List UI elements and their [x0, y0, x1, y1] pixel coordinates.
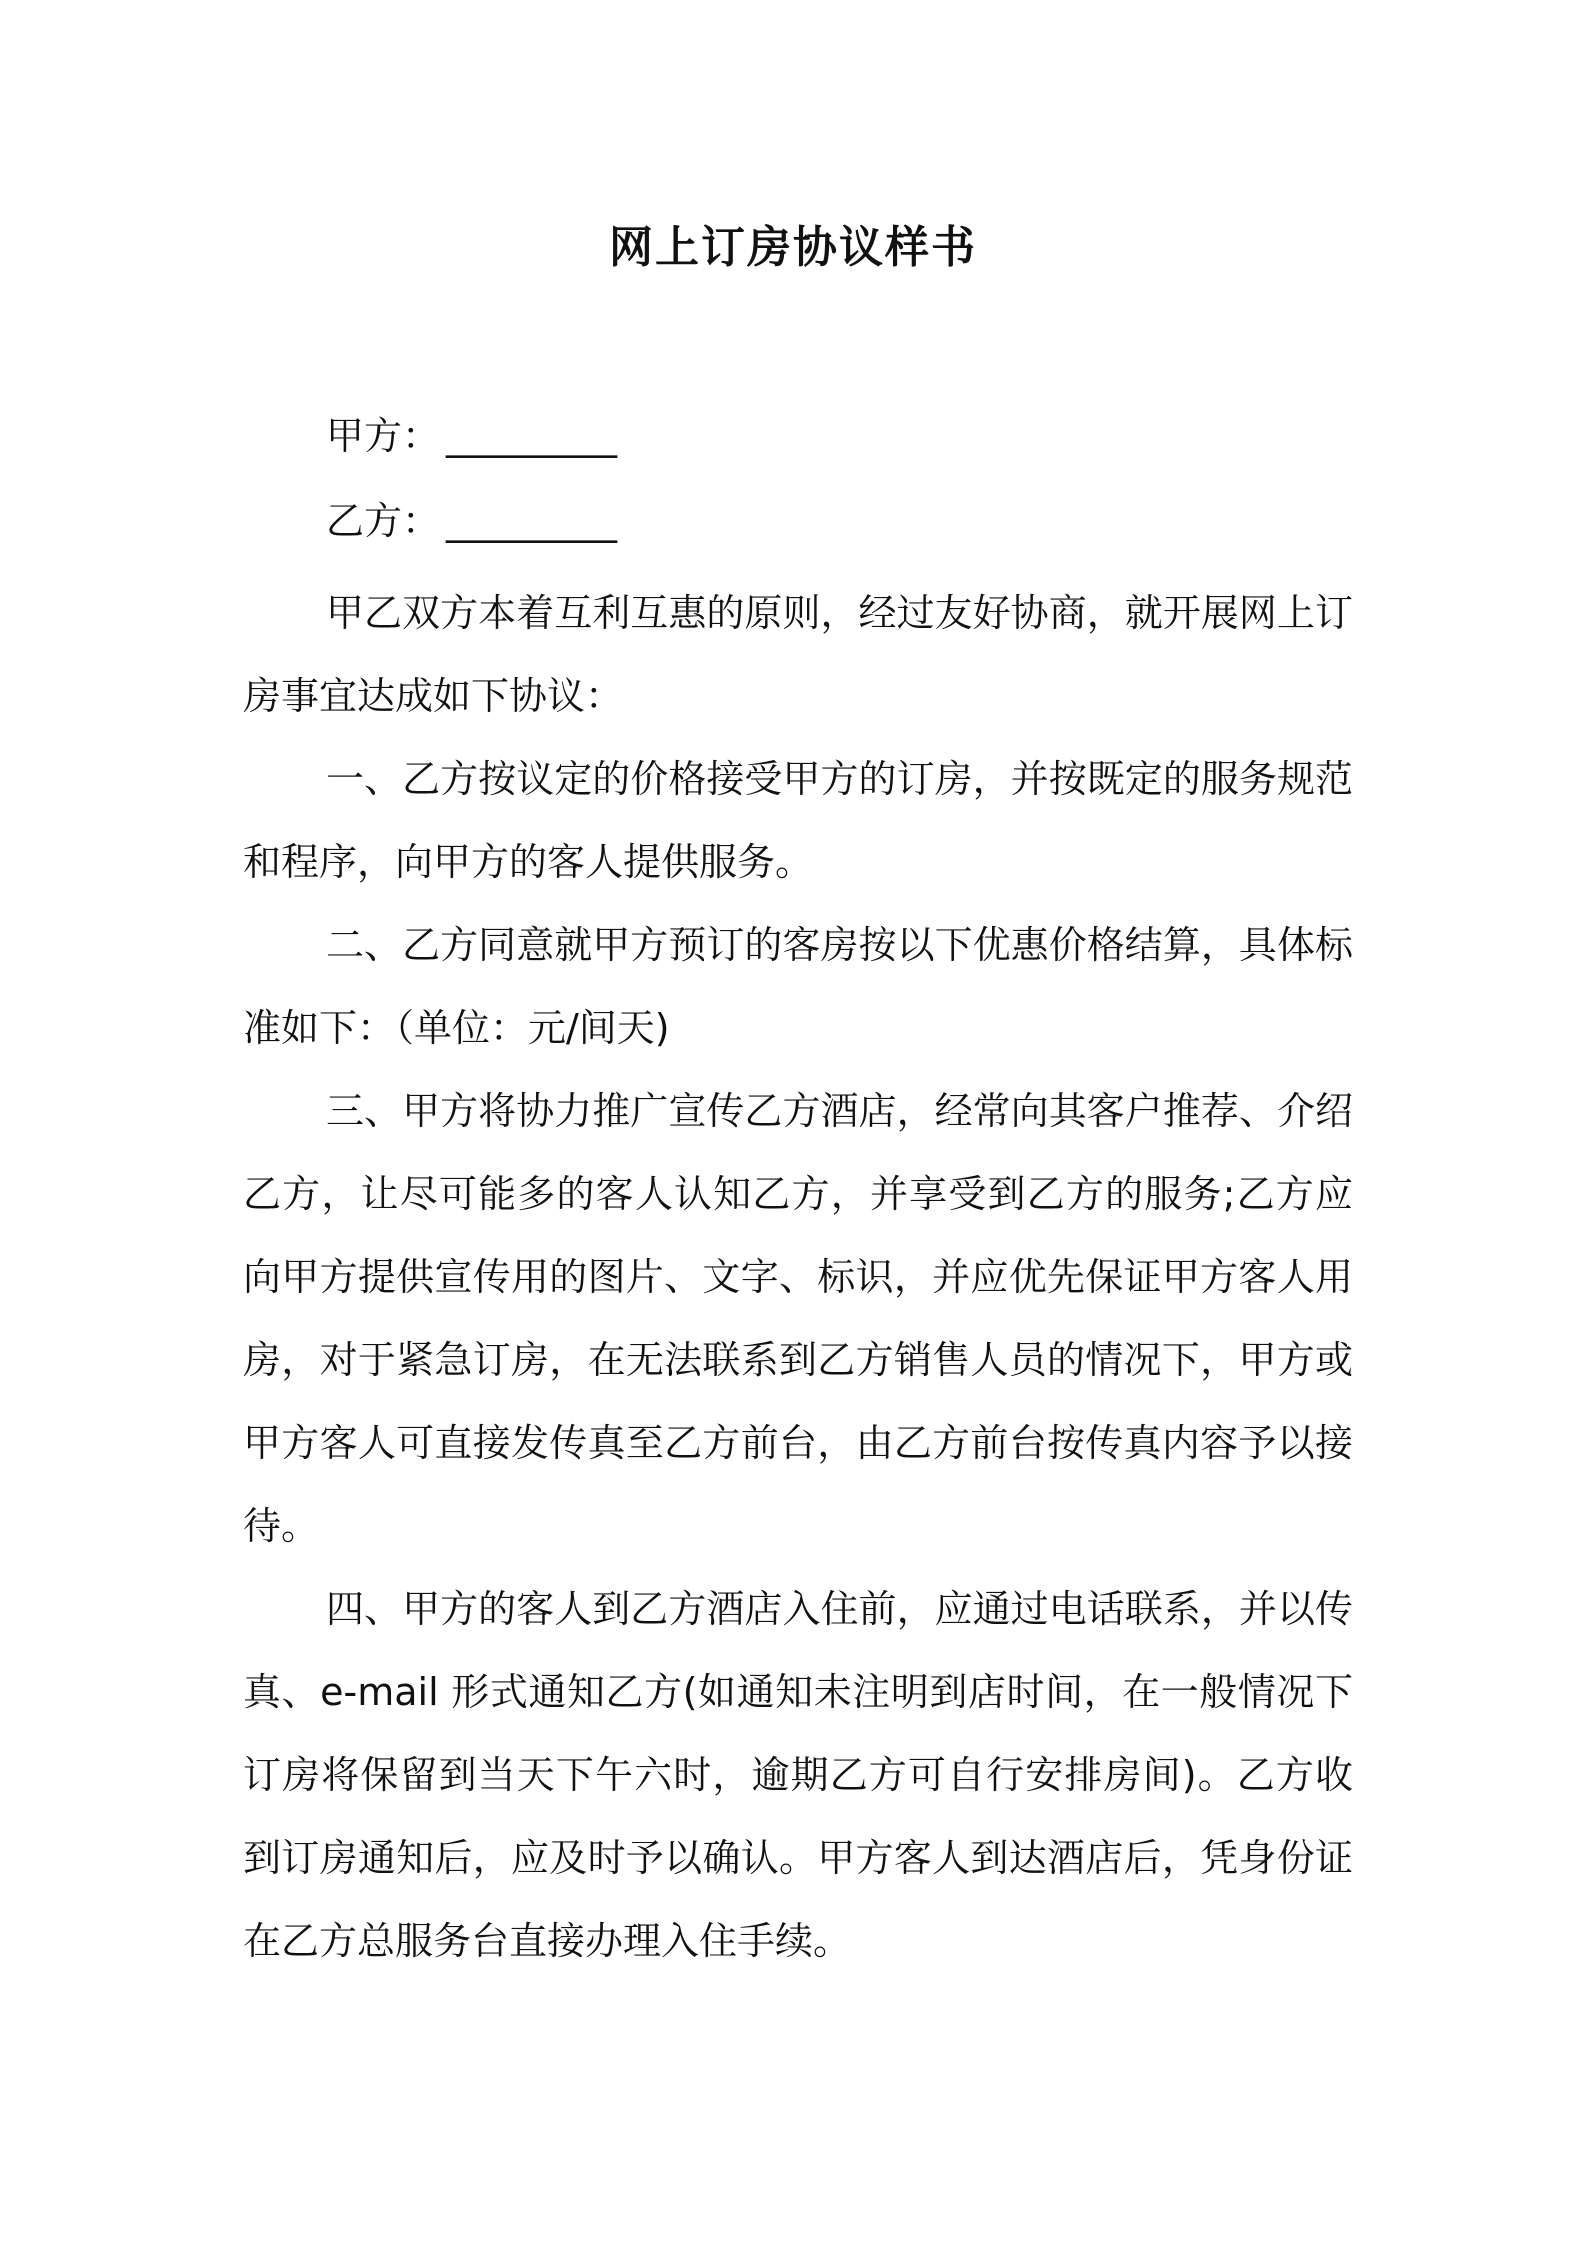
- document-title: 网上订房协议样书: [609, 222, 977, 273]
- paragraph-clause-1: 一、乙方按议定的价格接受甲方的订房，并按既定的服务规范和程序，向甲方的客人提供服务。: [243, 757, 1353, 884]
- paragraph-clause-2: 二、乙方同意就甲方预订的客房按以下优惠价格结算，具体标准如下：（单位：元/间天): [243, 923, 1353, 1050]
- agreement-body: [243, 572, 1353, 1983]
- paragraph-clause-4: 四、甲方的客人到乙方酒店入住前，应通过电话联系，并以传真、e-mail 形式通知乙方(如通知未注明到店时间，在一般情况下订房将保留到当天下午六时，逾期乙方可自行安排房间)。乙方收到订房通知后，应及时予以确认。甲方客人到达酒店后，凭身份证在乙方总服务台直接办理入住手续。: [243, 1587, 1353, 1963]
- party-b-label: 乙方：: [326, 499, 441, 543]
- party-a-blank: _________: [446, 414, 618, 458]
- party-a-line: [326, 410, 617, 462]
- paragraph-intro: 甲乙双方本着互利互惠的原则，经过友好协商，就开展网上订房事宜达成如下协议：: [243, 591, 1353, 718]
- party-b-blank: _________: [446, 499, 618, 543]
- paragraph-clause-3: 三、甲方将协力推广宣传乙方酒店，经常向其客户推荐、介绍乙方，让尽可能多的客人认知乙方，并享受到乙方的服务;乙方应向甲方提供宣传用的图片、文字、标识，并应优先保证甲方客人用房，对于紧急订房，在无法联系到乙方销售人员的情况下，甲方或甲方客人可直接发传真至乙方前台，由乙方前台按传真内容予以接待。: [243, 1089, 1353, 1548]
- party-a-label: 甲方：: [326, 414, 441, 458]
- party-b-line: [326, 495, 617, 547]
